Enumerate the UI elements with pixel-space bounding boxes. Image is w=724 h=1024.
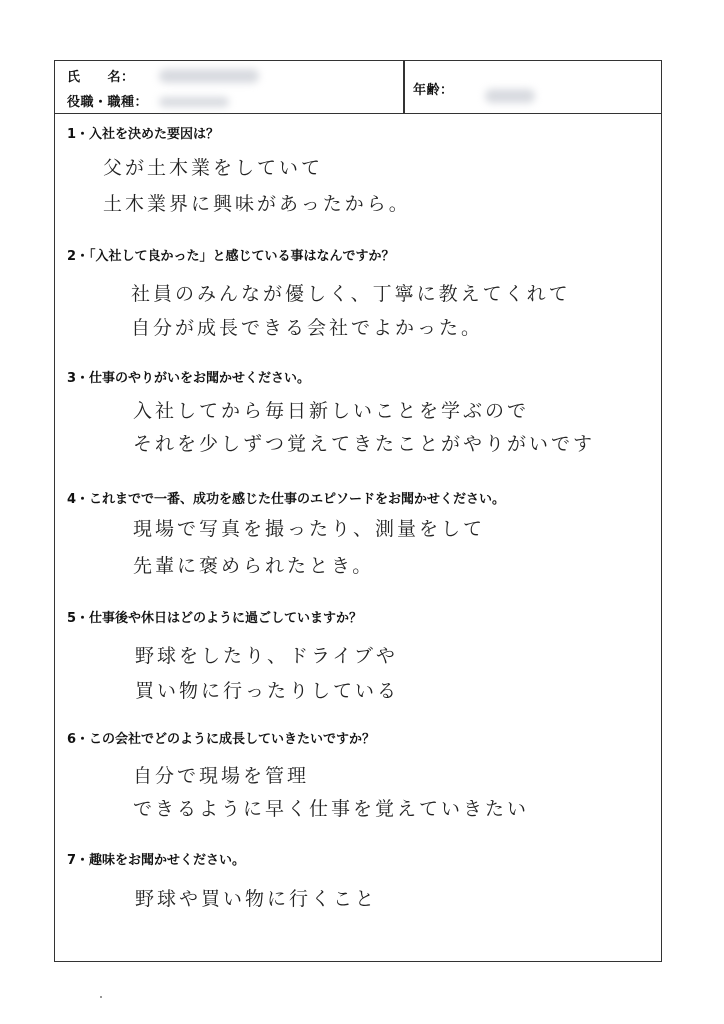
answer-5-line-2: 買い物に行ったりしている: [135, 680, 400, 702]
age-label: 年齢：: [413, 83, 454, 98]
answer-1-line-2: 土木業界に興味があったから。: [103, 193, 411, 215]
header-row: [55, 61, 661, 114]
question-1: 1・入社を決めた要因は？: [67, 127, 220, 142]
answer-7-line-1: 野球や買い物に行くこと: [135, 888, 378, 910]
answer-4-line-1: 現場で写真を撮ったり、測量をして: [133, 518, 486, 540]
answer-2-line-1: 社員のみんなが優しく、丁寧に教えてくれて: [131, 283, 571, 305]
answer-1-line-1: 父が土木業をしていて: [103, 157, 324, 179]
answer-3-line-1: 入社してから毎日新しいことを学ぶので: [133, 400, 530, 422]
answer-3-line-2: それを少しずつ覚えてきたことがやりがいです: [133, 433, 596, 455]
answer-6-line-2: できるように早く仕事を覚えていきたい: [133, 798, 530, 820]
answer-2-line-2: 自分が成長できる会社でよかった。: [131, 317, 484, 339]
question-4: 4・これまでで一番、成功を感じた仕事のエピソードをお聞かせください。: [67, 492, 506, 507]
question-6: 6・この会社でどのように成長していきたいですか？: [67, 732, 376, 747]
answer-5-line-1: 野球をしたり、ドライブや: [135, 645, 398, 667]
question-5: 5・仕事後や休日はどのように過ごしていますか？: [67, 611, 363, 626]
name-label: 氏 名：: [67, 70, 135, 85]
position-value-redacted: [159, 97, 229, 107]
question-3: 3・仕事のやりがいをお聞かせください。: [67, 371, 311, 386]
answer-6-line-1: 自分で現場を管理: [133, 765, 310, 787]
question-7: 7・趣味をお聞かせください。: [67, 853, 246, 868]
answer-4-line-2: 先輩に褒められたとき。: [133, 555, 375, 577]
header-divider: [403, 61, 405, 114]
question-2: 2・「入社して良かった」と感じている事はなんですか？: [67, 249, 395, 264]
position-label: 役職・職種：: [67, 95, 149, 110]
age-value-redacted: [485, 89, 535, 103]
name-value-redacted: [159, 69, 259, 83]
survey-sheet: [54, 60, 662, 962]
scan-speck: [100, 996, 102, 998]
